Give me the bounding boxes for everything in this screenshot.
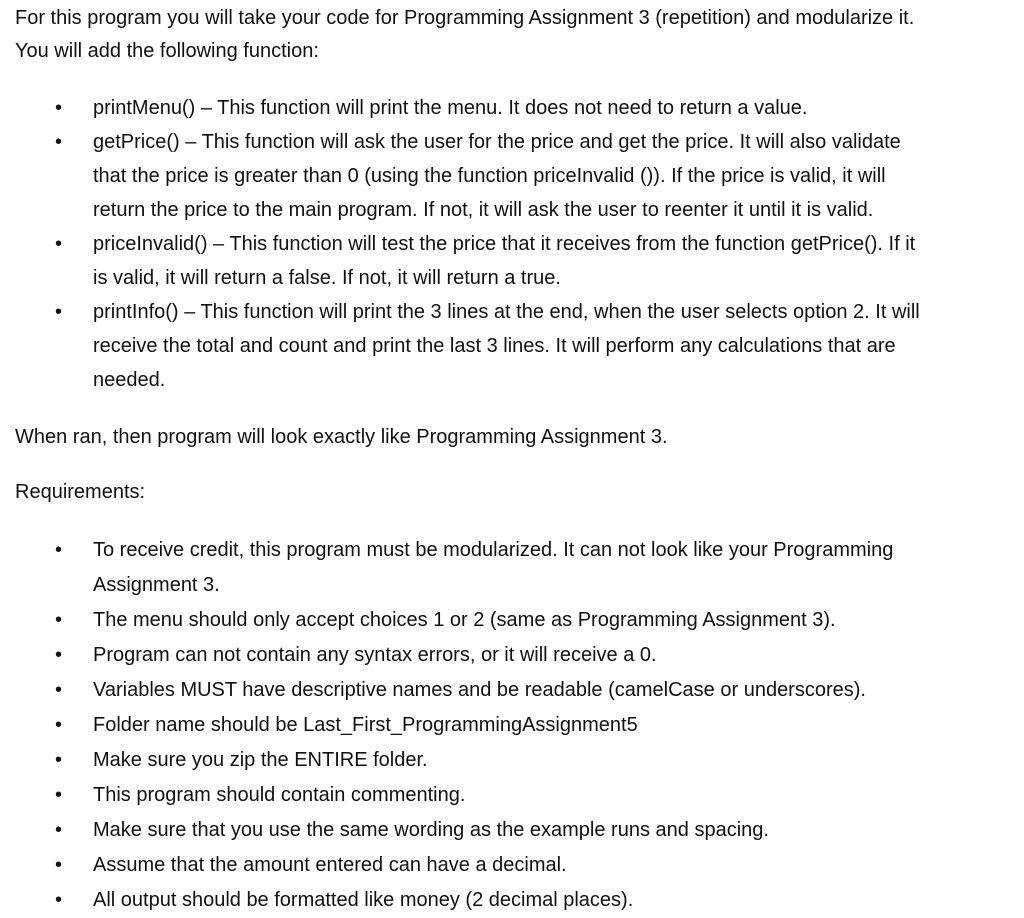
list-item-text: receive the total and count and print the last 3 lines. It will perform any calculations that are: [93, 335, 896, 357]
list-item-text: Assume that the amount entered can have a decimal.: [93, 854, 567, 876]
list-item-text: Assignment 3.: [93, 574, 220, 596]
bullet-icon: •: [55, 749, 63, 771]
list-item-zip-folder: [0, 743, 1024, 778]
list-item-price-invalid: [0, 227, 1024, 295]
list-item-print-info: [0, 295, 1024, 397]
list-item-money-format: [0, 883, 1024, 918]
list-item-text: Program can not contain any syntax errors, or it will receive a 0.: [93, 644, 657, 666]
list-item-commenting: [0, 778, 1024, 813]
bullet-icon: •: [55, 819, 63, 841]
list-item-modularized: [0, 533, 1024, 603]
bullet-icon: •: [55, 233, 63, 255]
bullet-icon: •: [55, 609, 63, 631]
when-ran-paragraph: When ran, then program will look exactly like Programming Assignment 3.: [15, 426, 668, 448]
bullet-icon: •: [55, 539, 63, 561]
intro-line-2: You will add the following function:: [15, 40, 319, 62]
list-item-variable-names: [0, 673, 1024, 708]
list-item-text: is valid, it will return a false. If not, it will return a true.: [93, 267, 561, 289]
list-item-get-price: [0, 125, 1024, 227]
list-item-text: Variables MUST have descriptive names and be readable (camelCase or underscores).: [93, 679, 866, 701]
list-item-text: return the price to the main program. If not, it will ask the user to reenter it until it is valid.: [93, 199, 874, 221]
list-item-same-wording: [0, 813, 1024, 848]
bullet-icon: •: [55, 131, 63, 153]
list-item-text: getPrice() – This function will ask the user for the price and get the price. It will also validate: [93, 131, 901, 153]
requirements-heading: Requirements:: [15, 481, 146, 503]
bullet-icon: •: [55, 889, 63, 911]
bullet-icon: •: [55, 714, 63, 736]
list-item-text: Folder name should be Last_First_ProgrammingAssignment5: [93, 714, 638, 736]
list-item-text: priceInvalid() – This function will test the price that it receives from the function getPrice(). If it: [93, 233, 916, 255]
list-item-text: Make sure you zip the ENTIRE folder.: [93, 749, 428, 771]
bullet-icon: •: [55, 679, 63, 701]
bullet-icon: •: [55, 644, 63, 666]
list-item-menu-choices: [0, 603, 1024, 638]
list-item-text: The menu should only accept choices 1 or 2 (same as Programming Assignment 3).: [93, 609, 836, 631]
list-item-syntax-errors: [0, 638, 1024, 673]
bullet-icon: •: [55, 854, 63, 876]
list-item-print-menu: [0, 91, 1024, 125]
intro-line-1: For this program you will take your code for Programming Assignment 3 (repetition) and modularize it.: [15, 7, 915, 29]
bullet-icon: •: [55, 97, 63, 119]
requirements-list: [0, 533, 1024, 918]
list-item-text: that the price is greater than 0 (using the function priceInvalid ()). If the price is valid, it will: [93, 165, 886, 187]
list-item-text: All output should be formatted like money (2 decimal places).: [93, 889, 634, 911]
list-item-text: Make sure that you use the same wording as the example runs and spacing.: [93, 819, 769, 841]
function-list: [0, 91, 1024, 397]
bullet-icon: •: [55, 301, 63, 323]
list-item-text: This program should contain commenting.: [93, 784, 466, 806]
bullet-icon: •: [55, 784, 63, 806]
list-item-text: needed.: [93, 369, 166, 391]
list-item-text: printInfo() – This function will print the 3 lines at the end, when the user selects option 2. It will: [93, 301, 920, 323]
list-item-text: To receive credit, this program must be modularized. It can not look like your Programming: [93, 539, 894, 561]
list-item-text: printMenu() – This function will print the menu. It does not need to return a value.: [93, 97, 808, 119]
list-item-decimal: [0, 848, 1024, 883]
list-item-folder-name: [0, 708, 1024, 743]
